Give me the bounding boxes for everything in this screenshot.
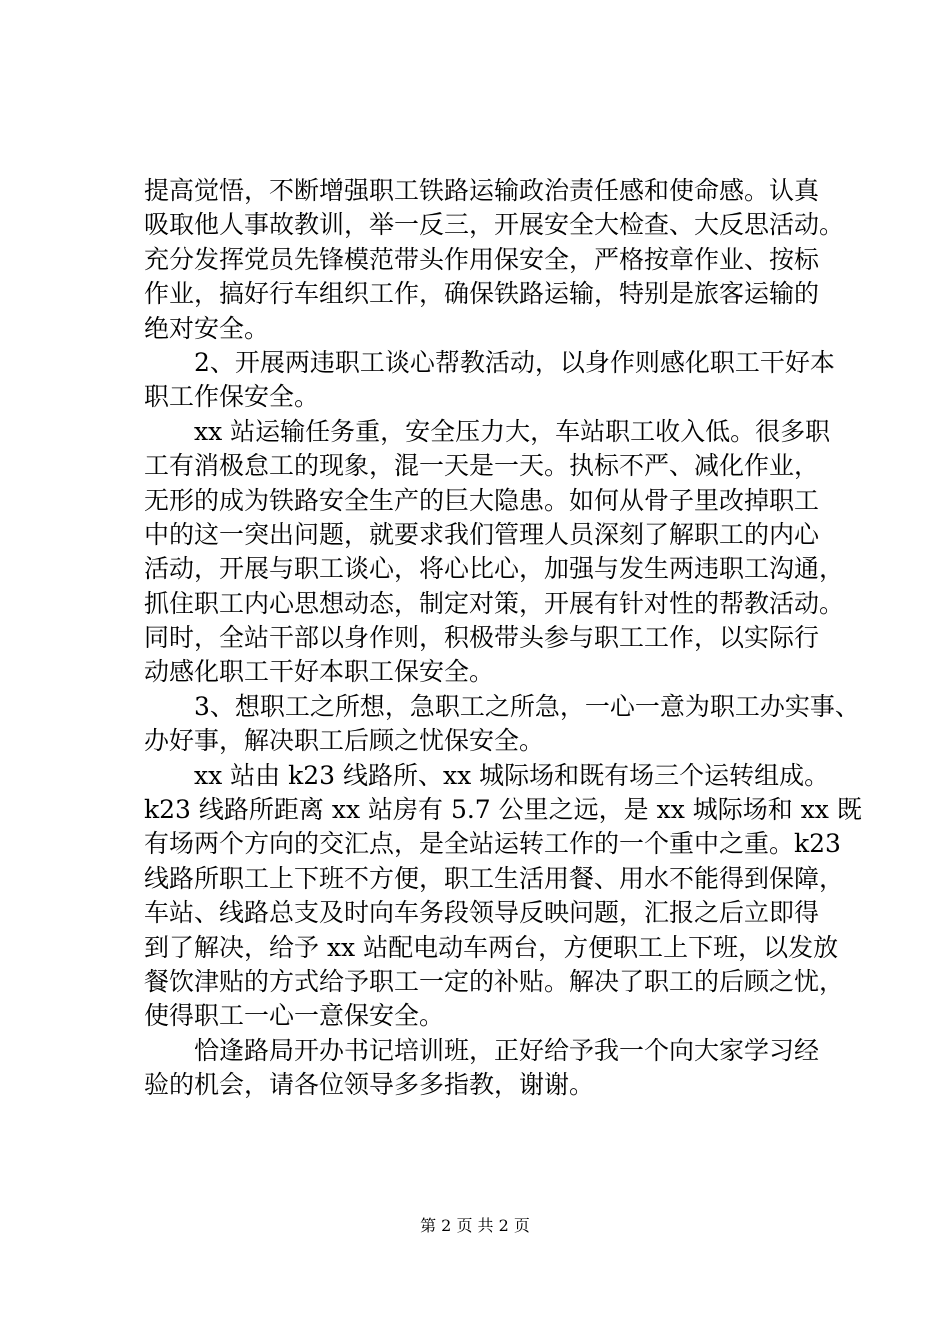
text-line: 作业，搞好行车组织工作，确保铁路运输，特别是旅客运输的 [144,279,820,309]
text-line: 吸取他人事故教训，举一反三，开展安全大检查、大反思活动。 [144,210,845,240]
text-line: 动感化职工干好本职工保安全。 [144,657,495,687]
text-line: 中的这一突出问题，就要求我们管理人员深刻了解职工的内心 [144,519,820,549]
text-line: 线路所职工上下班不方便，职工生活用餐、用水不能得到保障， [144,863,845,893]
text-line: 3、想职工之所想，急职工之所急，一心一意为职工办实事、 [144,691,860,721]
page-number-footer: 第 2 页 共 2 页 [420,1216,530,1235]
text-line: 恰逢路局开办书记培训班，正好给予我一个向大家学习经 [144,1035,820,1065]
text-line: 绝对安全。 [144,313,270,343]
text-line: 职工作保安全。 [144,382,320,412]
text-line: 有场两个方向的交汇点，是全站运转工作的一个重中之重。k23 [144,829,841,859]
text-line: 办好事，解决职工后顾之忧保安全。 [144,726,545,756]
text-line: 同时，全站干部以身作则，积极带头参与职工工作，以实际行 [144,623,820,653]
text-line: 抓住职工内心思想动态，制定对策，开展有针对性的帮教活动。 [144,588,845,618]
text-line: 2、开展两违职工谈心帮教活动，以身作则感化职工干好本 [144,347,835,377]
text-line: 车站、线路总支及时向车务段领导反映问题，汇报之后立即得 [144,898,820,928]
text-line: 工有消极怠工的现象，混一天是一天。执标不严、减化作业， [144,451,820,481]
text-line: 充分发挥党员先锋模范带头作用保安全，严格按章作业、按标 [144,244,820,274]
text-line: xx 站由 k23 线路所、xx 城际场和既有场三个运转组成。 [144,760,830,790]
text-line: 提高觉悟，不断增强职工铁路运输政治责任感和使命感。认真 [144,176,820,205]
text-line: 验的机会，请各位领导多多指教，谢谢。 [144,1070,595,1100]
text-line: 餐饮津贴的方式给予职工一定的补贴。解决了职工的后顾之忧， [144,966,845,996]
text-line: 使得职工一心一意保安全。 [144,1001,445,1031]
text-line: 活动，开展与职工谈心，将心比心，加强与发生两违职工沟通， [144,554,845,584]
text-line: 无形的成为铁路安全生产的巨大隐患。如何从骨子里改掉职工 [144,485,820,515]
body-text [144,174,862,1103]
text-line: xx 站运输任务重，安全压力大，车站职工收入低。很多职 [144,416,831,446]
text-line: k23 线路所距离 xx 站房有 5.7 公里之远，是 xx 城际场和 xx 既 [144,795,862,825]
text-line: 到了解决，给予 xx 站配电动车两台，方便职工上下班，以发放 [144,932,839,962]
